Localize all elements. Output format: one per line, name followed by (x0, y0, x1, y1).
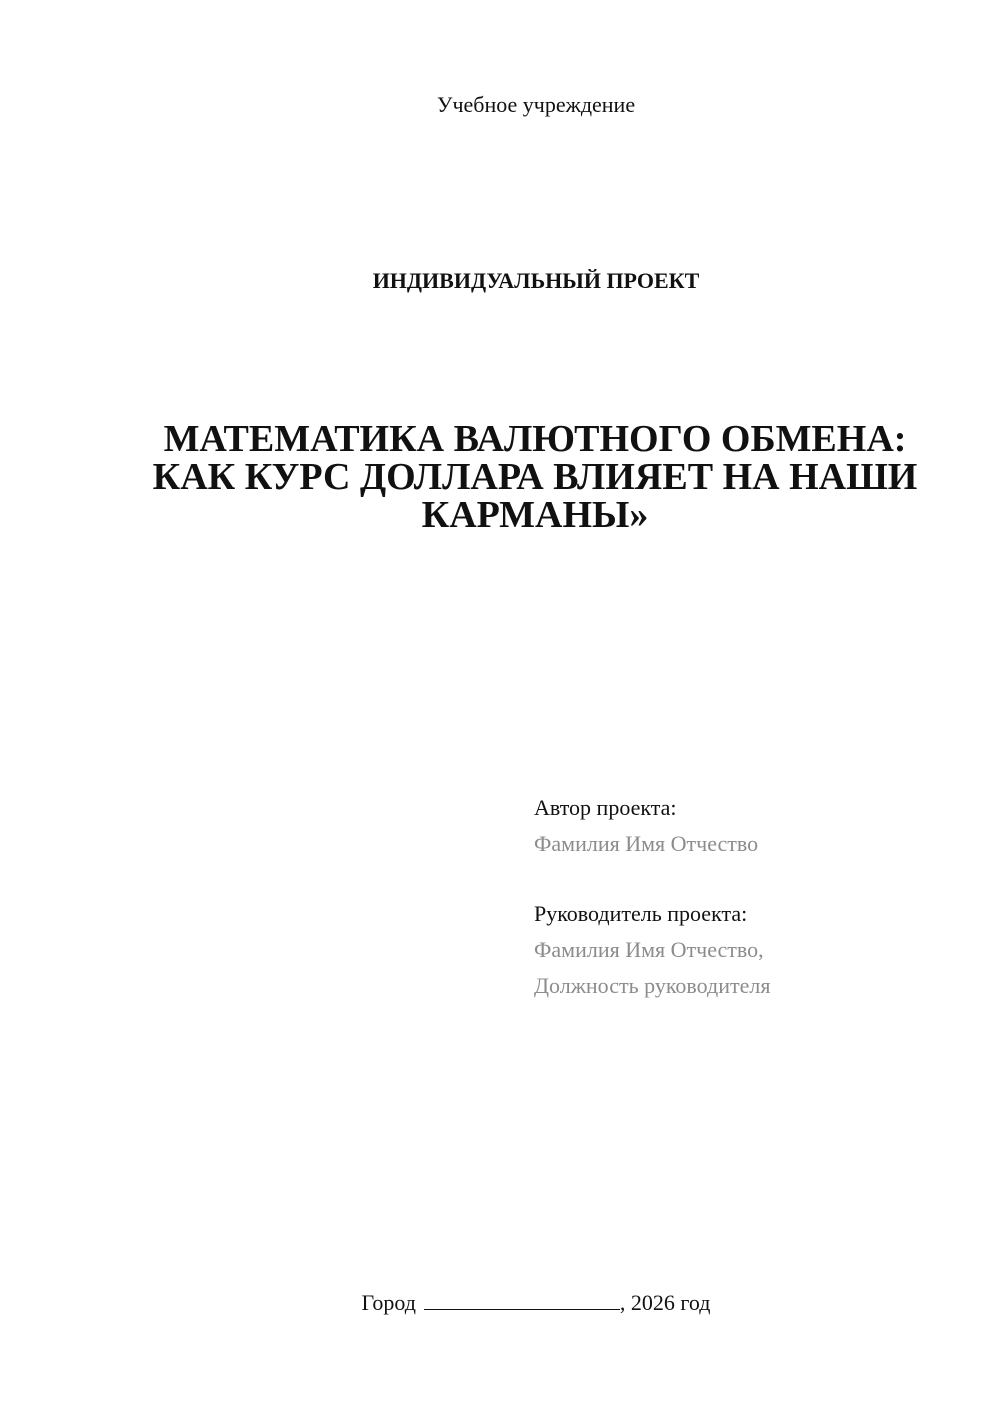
project-title-line-1: МАТЕМАТИКА ВАЛЮТНОГО ОБМЕНА: (163, 418, 907, 460)
supervisor-label: Руководитель проекта: (534, 901, 748, 926)
city-label: Город (361, 1290, 416, 1315)
footer-city-year (0, 1290, 1000, 1316)
project-title-line-3: КАРМАНЫ» (421, 494, 649, 536)
document-type: ИНДИВИДУАЛЬНЫЙ ПРОЕКТ (372, 268, 700, 293)
supervisor-position: Должность руководителя (534, 973, 771, 998)
city-blank-line (424, 1291, 620, 1310)
credits-block (534, 790, 974, 1004)
supervisor-name: Фамилия Имя Отчество, (534, 937, 764, 962)
author-name: Фамилия Имя Отчество (534, 831, 759, 856)
year-text: , 2026 год (619, 1290, 711, 1315)
project-title-line-2: КАК КУРС ДОЛЛАРА ВЛИЯЕТ НА НАШИ (152, 456, 918, 498)
author-label: Автор проекта: (534, 795, 677, 820)
institution-name: Учебное учреждение (436, 92, 636, 117)
project-title (130, 420, 940, 534)
